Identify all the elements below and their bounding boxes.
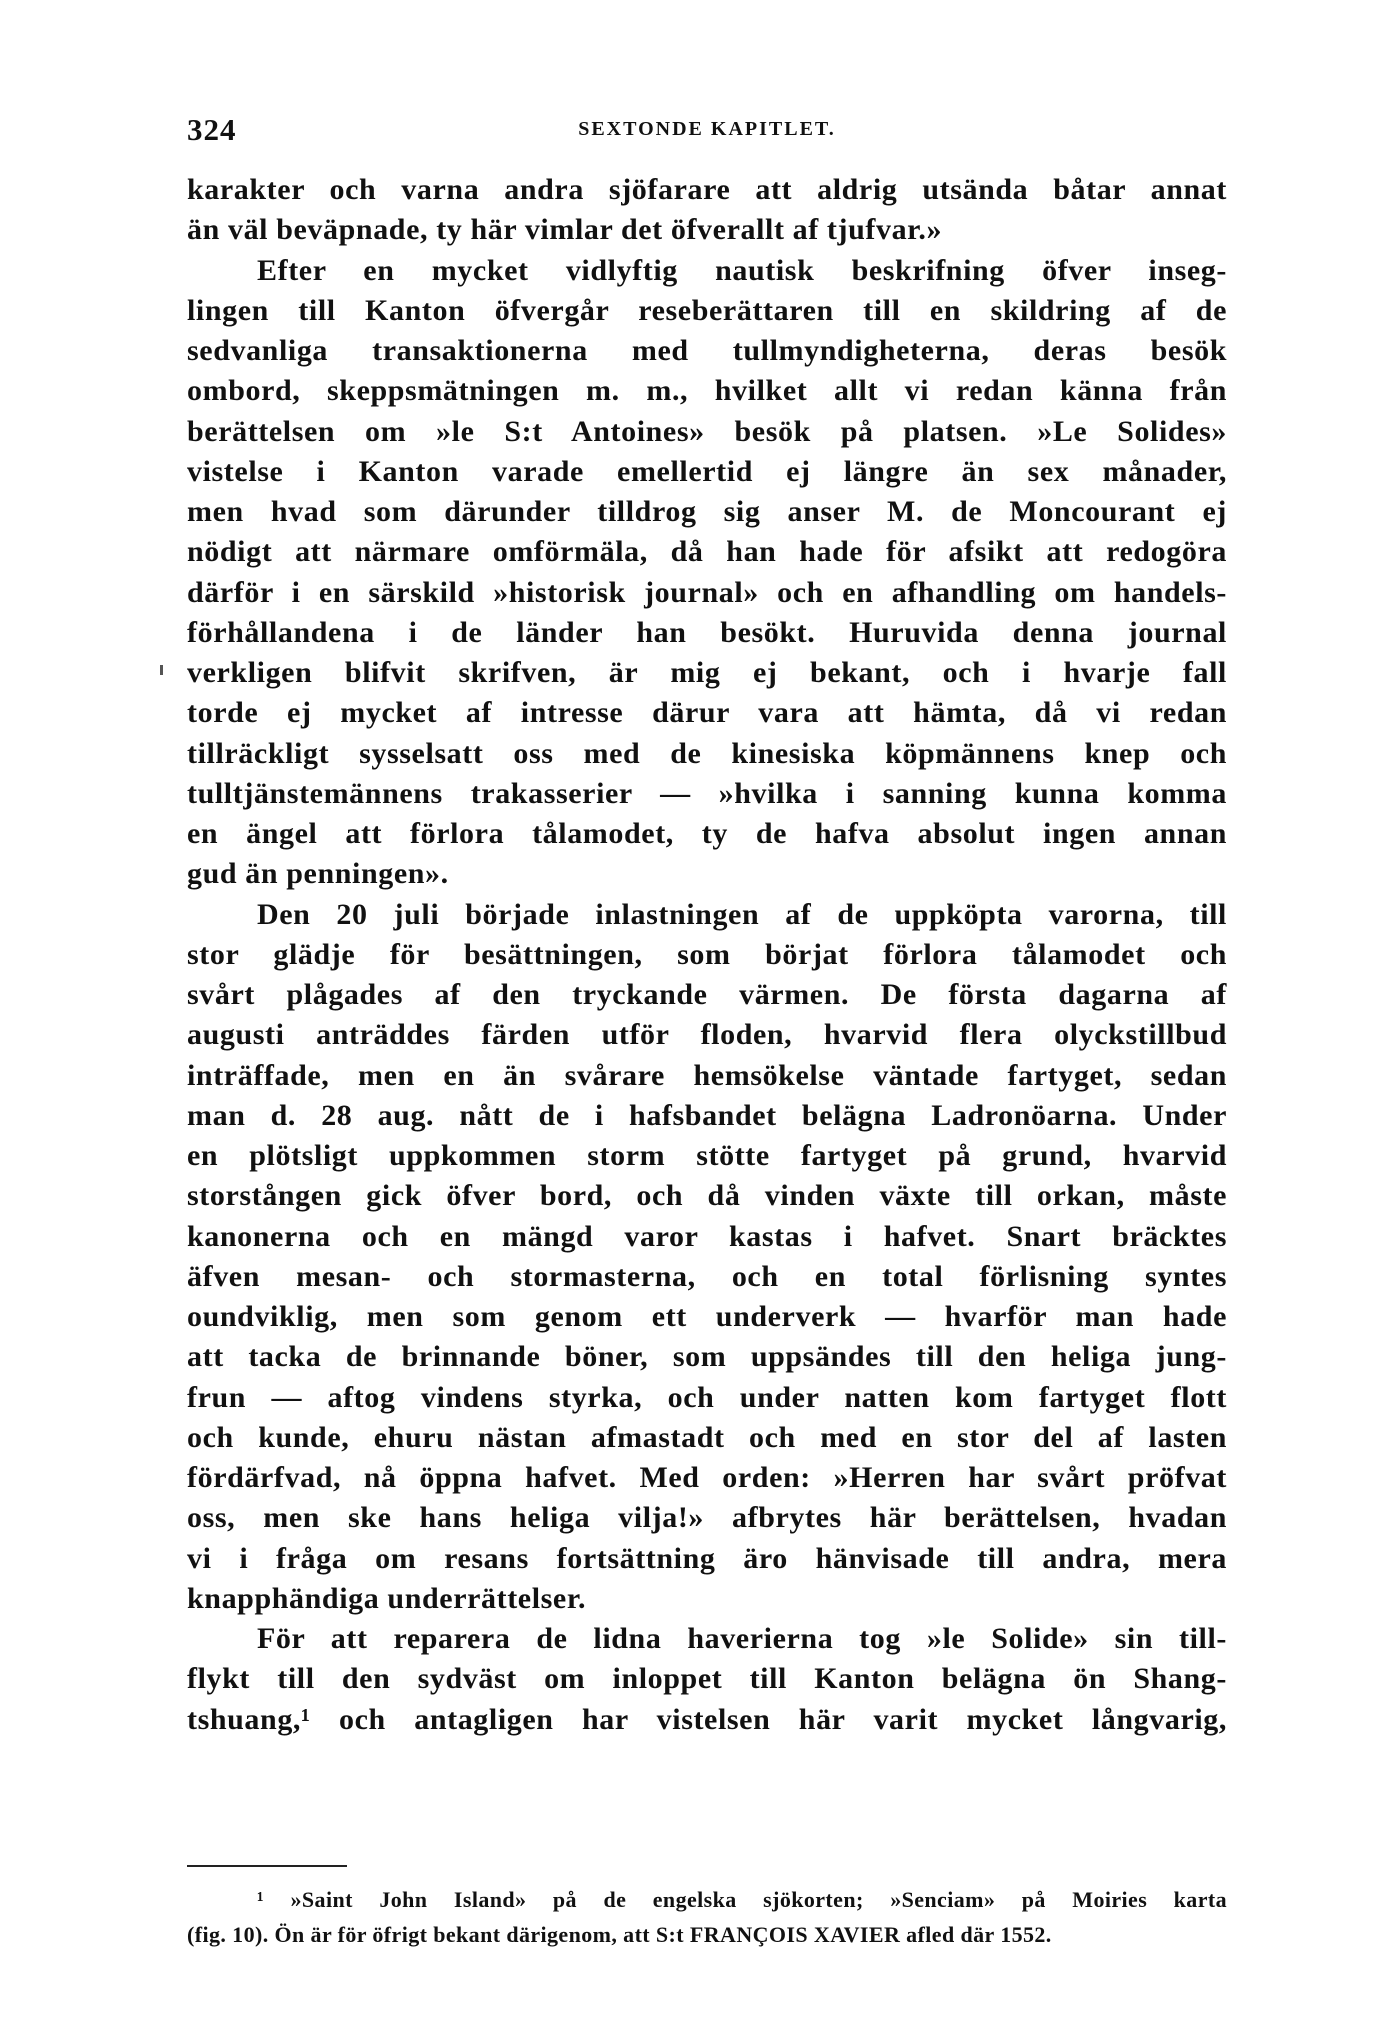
text-line: man d. 28 aug. nått de i hafsbandet belägna Ladronöarna. Under <box>187 1098 1227 1132</box>
text-line: tillräckligt sysselsatt oss med de kinesiska köpmännens knep och <box>187 736 1227 770</box>
running-head <box>187 112 1227 152</box>
text-line: förhållandena i de länder han besökt. Huruvida denna journal <box>187 615 1227 649</box>
text-line: Efter en mycket vidlyftig nautisk beskrifning öfver inseg- <box>257 253 1227 287</box>
text-line: För att reparera de lidna haverierna tog »le Solide» sin till- <box>257 1622 1227 1655</box>
text-line: nödigt att närmare omförmäla, då han hade för afsikt att redogöra <box>187 535 1227 569</box>
text-line: ombord, skeppsmätningen m. m., hvilket allt vi redan känna från <box>187 374 1227 408</box>
text-line: oundviklig, men som genom ett underverk — hvarför man hade <box>187 1300 1227 1333</box>
text-line: men hvad som därunder tilldrog sig anser M. de Moncourant ej <box>187 495 1227 528</box>
page-number: 324 <box>187 112 237 147</box>
text-line: knapphändiga underrättelser. <box>187 1581 587 1615</box>
text-line: fördärfvad, nå öppna hafvet. Med orden: »Herren har svårt pröfvat <box>187 1461 1227 1494</box>
text-line: frun — aftog vindens styrka, och under natten kom fartyget flott <box>187 1380 1227 1414</box>
footnote-divider <box>187 1865 347 1867</box>
text-line: vistelse i Kanton varade emellertid ej längre än sex månader, <box>187 454 1227 488</box>
text-line: Den 20 juli började inlastningen af de uppköpta varorna, till <box>257 897 1227 931</box>
text-line: augusti anträddes färden utför floden, hvarvid flera olyckstillbud <box>187 1018 1227 1052</box>
body-text <box>187 170 1227 1740</box>
text-line: kanonerna och en mängd varor kastas i hafvet. Snart bräcktes <box>187 1219 1227 1253</box>
text-line: tulltjänstemännens trakasserier — »hvilka i sanning kunna komma <box>187 776 1227 810</box>
text-line: inträffade, men en än svårare hemsökelse väntade fartyget, sedan <box>187 1058 1227 1092</box>
text-line: storstången gick öfver bord, och då vinden växte till orkan, måste <box>187 1179 1227 1213</box>
text-line: vi i fråga om resans fortsättning äro hänvisade till andra, mera <box>187 1541 1227 1575</box>
text-line: flykt till den sydväst om inloppet till Kanton belägna ön Shang- <box>187 1662 1227 1696</box>
text-line: äfven mesan- och stormasterna, och en total förlisning syntes <box>187 1259 1227 1293</box>
text-line: stor glädje för besättningen, som börjat förlora tålamodet och <box>187 937 1227 971</box>
text-line: karakter och varna andra sjöfarare att aldrig utsända båtar annat <box>187 173 1227 206</box>
text-line: verkligen blifvit skrifven, är mig ej bekant, och i hvarje fall <box>187 656 1227 689</box>
footnote-line: ¹ »Saint John Island» på de engelska sjökorten; »Senciam» på Moiries karta <box>257 1887 1227 1912</box>
margin-mark <box>160 665 163 675</box>
text-line: oss, men ske hans heliga vilja!» afbrytes här berättelsen, hvadan <box>187 1501 1227 1535</box>
text-line: därför i en särskild »historisk journal» och en afhandling om handels- <box>187 575 1227 609</box>
text-line: än väl beväpnade, ty här vimlar det öfverallt af tjufvar.» <box>187 213 943 247</box>
text-line: lingen till Kanton öfvergår reseberättaren till en skildring af de <box>187 293 1227 327</box>
footnote-line: (fig. 10). Ön är för öfrigt bekant därigenom, att S:t FRANÇOIS XAVIER afled där 1552. <box>187 1922 1052 1947</box>
footnotes <box>187 1882 1227 1952</box>
text-line: och kunde, ehuru nästan afmastadt och med en stor del af lasten <box>187 1420 1227 1454</box>
text-line: att tacka de brinnande böner, som uppsändes till den heliga jung- <box>187 1340 1227 1374</box>
text-line: en ängel att förlora tålamodet, ty de hafva absolut ingen annan <box>187 817 1227 850</box>
text-line: sedvanliga transaktionerna med tullmyndigheterna, deras besök <box>187 334 1227 367</box>
text-line: svårt plågades af den tryckande värmen. De första dagarna af <box>187 978 1227 1011</box>
text-line: tshuang,¹ och antagligen har vistelsen här varit mycket långvarig, <box>187 1702 1227 1736</box>
text-line: berättelsen om »le S:t Antoines» besök på platsen. »Le Solides» <box>187 414 1227 448</box>
text-line: torde ej mycket af intresse därur vara att hämta, då vi redan <box>187 696 1227 730</box>
text-line: gud än penningen». <box>187 857 449 891</box>
chapter-title: SEXTONDE KAPITLET. <box>578 118 836 140</box>
text-line: en plötsligt uppkommen storm stötte fartyget på grund, hvarvid <box>187 1139 1227 1172</box>
